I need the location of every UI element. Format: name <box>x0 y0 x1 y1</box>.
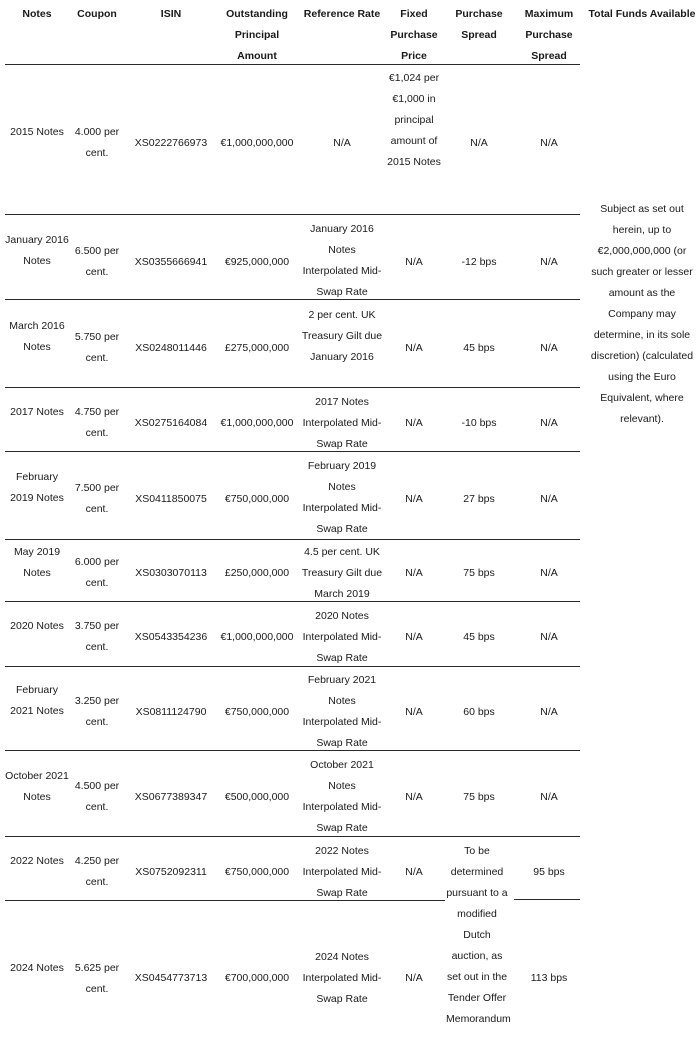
cell-coupon: 3.750 per cent. <box>74 620 120 653</box>
cell-total-funds: Subject as set out herein, up to €2,000,000,000 (or such greater or lesser amount as the Company may determine, in its sole discretion) (calculated using the Euro Equivalent, where relevant). <box>590 203 694 425</box>
cell-max-spread: N/A <box>540 706 558 718</box>
cell-isin: XS0811124790 <box>135 706 207 718</box>
cell-fixed-price: N/A <box>405 706 423 718</box>
cell-fixed-price: €1,024 per €1,000 in principal amount of 2015 Notes <box>387 72 441 168</box>
row-divider <box>5 451 580 452</box>
cell-max-spread: N/A <box>540 567 558 579</box>
cell-fixed-price: N/A <box>405 342 423 354</box>
cell-reference-rate: January 2016 Notes Interpolated Mid-Swap Rate <box>302 223 382 298</box>
cell-notes: 2017 Notes <box>10 406 64 418</box>
cell-purchase-spread: 45 bps <box>463 342 495 354</box>
cell-purchase-spread: N/A <box>470 137 488 149</box>
col-header-coupon: Coupon <box>77 8 117 20</box>
cell-fixed-price: N/A <box>405 972 423 984</box>
cell-isin: XS0275164084 <box>134 417 208 429</box>
cell-notes: May 2019 Notes <box>13 546 61 579</box>
cell-max-spread: N/A <box>540 256 558 268</box>
cell-reference-rate: February 2021 Notes Interpolated Mid-Swap Rate <box>302 674 382 749</box>
col-header-isin: ISIN <box>160 8 182 20</box>
cell-notes: February 2019 Notes <box>10 471 64 504</box>
cell-purchase-spread: 75 bps <box>463 791 495 803</box>
cell-max-spread: N/A <box>540 137 558 149</box>
cell-notes: March 2016 Notes <box>9 320 65 353</box>
row-divider <box>5 214 580 215</box>
cell-amount: €750,000,000 <box>224 866 290 878</box>
cell-max-spread: 95 bps <box>533 866 565 878</box>
cell-notes: February 2021 Notes <box>10 684 64 717</box>
cell-fixed-price: N/A <box>405 256 423 268</box>
cell-isin: XS0454773713 <box>134 972 208 984</box>
cell-max-spread: N/A <box>540 791 558 803</box>
row-divider <box>5 750 580 751</box>
row-divider <box>514 899 580 900</box>
cell-coupon: 4.000 per cent. <box>74 126 120 159</box>
row-divider <box>5 900 445 901</box>
cell-dutch-auction-spread: To be determined pursuant to a modified Dutch auction, as set out in the Tender Offer Memorandum <box>446 845 511 1025</box>
cell-max-spread: N/A <box>540 342 558 354</box>
cell-reference-rate: 2 per cent. UK Treasury Gilt due January 2016 <box>301 309 383 363</box>
cell-coupon: 5.750 per cent. <box>74 331 120 364</box>
row-divider <box>5 666 580 667</box>
cell-isin: XS0248011446 <box>135 342 207 354</box>
cell-fixed-price: N/A <box>405 631 423 643</box>
cell-coupon: 6.000 per cent. <box>74 556 120 589</box>
cell-isin: XS0303070113 <box>135 567 207 579</box>
cell-max-spread: N/A <box>540 417 558 429</box>
cell-fixed-price: N/A <box>405 866 423 878</box>
row-divider <box>5 299 580 300</box>
row-divider <box>5 601 580 602</box>
cell-coupon: 6.500 per cent. <box>74 245 120 278</box>
cell-notes: 2022 Notes <box>10 855 64 867</box>
cell-reference-rate: 4.5 per cent. UK Treasury Gilt due March 2019 <box>301 546 383 600</box>
cell-isin: XS0222766973 <box>134 137 208 149</box>
cell-reference-rate: 2022 Notes Interpolated Mid-Swap Rate <box>302 845 382 899</box>
cell-reference-rate: N/A <box>333 137 351 149</box>
cell-isin: XS0543354236 <box>134 631 208 643</box>
cell-max-spread: 113 bps <box>530 972 568 984</box>
row-divider <box>5 387 580 388</box>
cell-isin: XS0411850075 <box>135 493 207 505</box>
cell-notes: 2020 Notes <box>10 620 64 632</box>
cell-purchase-spread: 60 bps <box>463 706 495 718</box>
cell-isin: XS0752092311 <box>135 866 207 878</box>
cell-reference-rate: 2020 Notes Interpolated Mid-Swap Rate <box>302 610 382 664</box>
cell-isin: XS0677389347 <box>134 791 208 803</box>
cell-coupon: 4.250 per cent. <box>74 855 120 888</box>
cell-purchase-spread: 27 bps <box>463 493 495 505</box>
cell-reference-rate: 2017 Notes Interpolated Mid-Swap Rate <box>302 396 382 450</box>
cell-reference-rate: 2024 Notes Interpolated Mid-Swap Rate <box>302 951 382 1005</box>
cell-notes: 2015 Notes <box>10 126 64 138</box>
col-header-notes: Notes <box>22 8 52 20</box>
cell-notes: 2024 Notes <box>10 962 64 974</box>
cell-amount: €1,000,000,000 <box>220 417 294 429</box>
cell-coupon: 3.250 per cent. <box>74 695 120 728</box>
col-header-total-funds: Total Funds Available <box>588 8 696 20</box>
cell-coupon: 4.750 per cent. <box>74 406 120 439</box>
col-header-max-spread: Maximum Purchase Spread <box>524 8 574 62</box>
cell-max-spread: N/A <box>540 631 558 643</box>
cell-reference-rate: February 2019 Notes Interpolated Mid-Swap Rate <box>302 460 382 535</box>
cell-amount: €750,000,000 <box>224 493 290 505</box>
row-divider <box>5 539 580 540</box>
cell-fixed-price: N/A <box>405 417 423 429</box>
cell-purchase-spread: 45 bps <box>463 631 495 643</box>
cell-notes: October 2021 Notes <box>5 770 69 803</box>
cell-amount: €700,000,000 <box>224 972 290 984</box>
cell-fixed-price: N/A <box>405 567 423 579</box>
col-header-reference-rate: Reference Rate <box>303 8 381 20</box>
cell-purchase-spread: -10 bps <box>461 417 497 429</box>
cell-fixed-price: N/A <box>405 791 423 803</box>
cell-amount: £275,000,000 <box>224 342 290 354</box>
cell-reference-rate: October 2021 Notes Interpolated Mid-Swap Rate <box>302 759 382 834</box>
cell-purchase-spread: -12 bps <box>461 256 497 268</box>
cell-notes: January 2016 Notes <box>5 234 69 267</box>
cell-isin: XS0355666941 <box>134 256 208 268</box>
cell-amount: €925,000,000 <box>224 256 290 268</box>
cell-fixed-price: N/A <box>405 493 423 505</box>
cell-max-spread: N/A <box>540 493 558 505</box>
cell-amount: €500,000,000 <box>224 791 290 803</box>
col-header-fixed-price: Fixed Purchase Price <box>390 8 438 62</box>
col-header-outstanding: Outstanding Principal Amount <box>226 8 288 62</box>
cell-amount: €1,000,000,000 <box>220 631 294 643</box>
cell-amount: €1,000,000,000 <box>220 137 294 149</box>
cell-amount: £250,000,000 <box>224 567 290 579</box>
header-divider <box>5 64 580 65</box>
cell-amount: €750,000,000 <box>224 706 290 718</box>
cell-coupon: 5.625 per cent. <box>74 962 120 995</box>
cell-coupon: 4.500 per cent. <box>74 780 120 813</box>
col-header-purchase-spread: Purchase Spread <box>455 8 503 41</box>
row-divider <box>5 836 580 837</box>
cell-purchase-spread: 75 bps <box>463 567 495 579</box>
cell-coupon: 7.500 per cent. <box>74 482 120 515</box>
